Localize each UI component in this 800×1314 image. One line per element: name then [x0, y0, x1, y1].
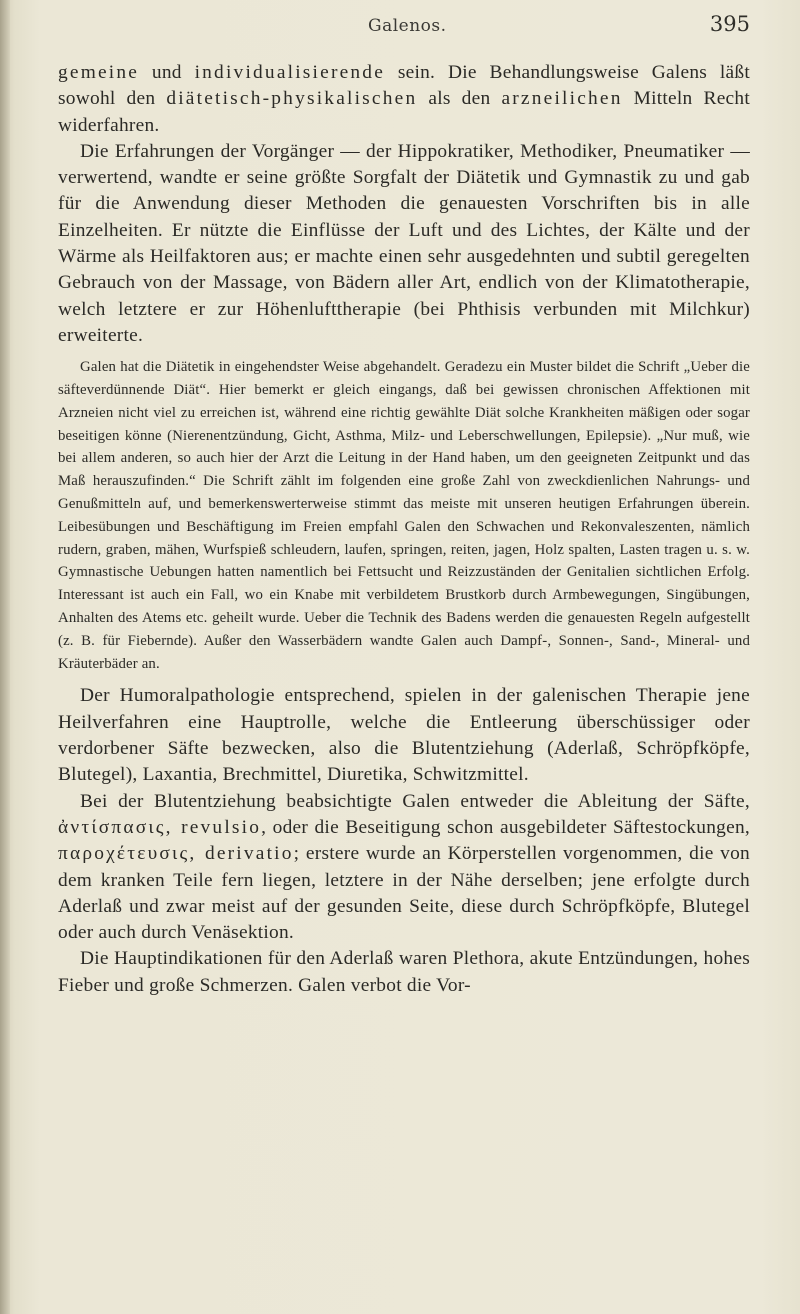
paragraph-small-print-dietetics: Galen hat die Diätetik in eingehendster Weise abgehandelt. Geradezu ein Muster bildet die Schrift „Ueber die säfteverdünnende Diät“. Hier bemerkt er gleich eingangs, daß bei gewissen chronischen Affektionen mit Arzneien nicht viel zu erreichen ist, während eine richtig gewählte Diät solche Krankheiten mäßigen oder sogar beseitigen könne (Nierenentzündung, Gicht, Asthma, Milz- und Leberschwellungen, Epilepsie). „Nur muß, wie bei allem anderen, so auch hier der Arzt die Leitung in der Hand haben, um den geeigneten Zeitpunkt und das Maß herauszufinden.“ Die Schrift zählt im folgenden eine große Zahl von zweckdienlichen Nahrungs- und Genußmitteln auf, und bemerkenswerterweise stimmt das meiste mit unseren heutigen Erfahrungen überein. Leibesübungen und Beschäftigung im Freien empfahl Galen den Schwachen und Rekonvaleszenten, nämlich rudern, graben, mähen, Wurfspieß schleudern, laufen, springen, reiten, jagen, Holz spalten, Lasten tragen u. s. w. Gymnastische Uebungen hatten namentlich bei Fettsucht und Reizzuständen der Genitalien sichtlichen Erfolg. Interessant ist auch ein Fall, wo ein Knabe mit verbildetem Brustkorb durch Armbewegungen, Singübungen, Anhalten des Atems etc. geheilt wurde. Ueber die Technik des Badens werden die genauesten Regeln aufgestellt (z. B. für Fiebernde). Außer den Wasserbädern wandte Galen auch Dampf-, Sonnen-, Sand-, Mineral- und Kräuterbäder an.: [58, 359, 750, 672]
paragraph-indications: Die Hauptindikationen für den Aderlaß waren Plethora, akute Entzündungen, hohes Fieber und große Schmerzen. Galen verbot die Vor-: [58, 948, 750, 996]
page-number: 395: [709, 12, 750, 36]
text-run: Mitteln Recht widerfahren.: [58, 88, 750, 136]
spaced-term: gemeine: [58, 62, 140, 83]
paragraph-dietetics-gymnastics: Die Erfahrungen der Vorgänger — der Hippokratiker, Methodiker, Pneumatiker — verwertend, wandte er seine größte Sorgfalt der Diätetik und Gymnastik zu und gab für die Anwendung dieser Methoden die genauesten Vorschriften bis in alle Einzelheiten. Er nützte die Einflüsse der Luft und des Lichtes, der Kälte und der Wärme als Heilfaktoren aus; er machte einen sehr ausgedehnten und subtil geregelten Gebrauch von der Massage, von Bädern aller Art, endlich von der Klimatotherapie, welch letztere er zur Höhenlufttherapie (bei Phthisis verbunden mit Milchkur) erweiterte.: [58, 140, 750, 346]
page-header: [58, 12, 750, 48]
text-run: und: [139, 62, 195, 83]
text-run: ; erstere wurde an Körperstellen vorgenommen, die von dem kranken Teile fern liegen, letztere in der Nähe derselben; jene erfolgte durch Aderlaß und zwar meist auf der gesunden Seite, diese durch Schröpfköpfe, Blutegel oder auch durch Venäsektion.: [58, 843, 750, 944]
text-run: sein. Die Behandlungsweise Galens läßt sowohl den: [58, 62, 750, 110]
text-run: , oder die Beseitigung schon ausgebildeter Säftestockungen,: [261, 816, 750, 838]
spaced-term: ἀντίσπασις, revulsio: [58, 816, 262, 838]
paragraph-humoral-pathology: Der Humoralpathologie entsprechend, spielen in der galenischen Therapie jene Heilverfahren eine Hauptrolle, welche die Entleerung überschüssiger oder verdorbener Säfte bezwecken, also die Blutentziehung (Aderlaß, Schröpfköpfe, Blutegel), Laxantia, Brechmittel, Diuretika, Schwitzmittel.: [58, 685, 750, 786]
page-binding-shadow: [0, 0, 10, 1314]
running-title: Galenos.: [368, 16, 447, 36]
paragraph-bloodletting: [58, 789, 750, 947]
spaced-term: diätetisch-physikalischen: [166, 88, 418, 110]
paragraph-treatment-approach: [58, 60, 750, 139]
page-body: [58, 60, 750, 999]
spaced-term: παροχέτευσις, derivatio: [58, 843, 294, 865]
text-run: Bei der Blutentziehung beabsichtigte Galen entweder die Ableitung der Säfte,: [80, 790, 750, 812]
spaced-term: arzneilichen: [501, 88, 623, 110]
text-run: als den: [417, 88, 502, 110]
spaced-term: individualisierende: [194, 62, 385, 83]
